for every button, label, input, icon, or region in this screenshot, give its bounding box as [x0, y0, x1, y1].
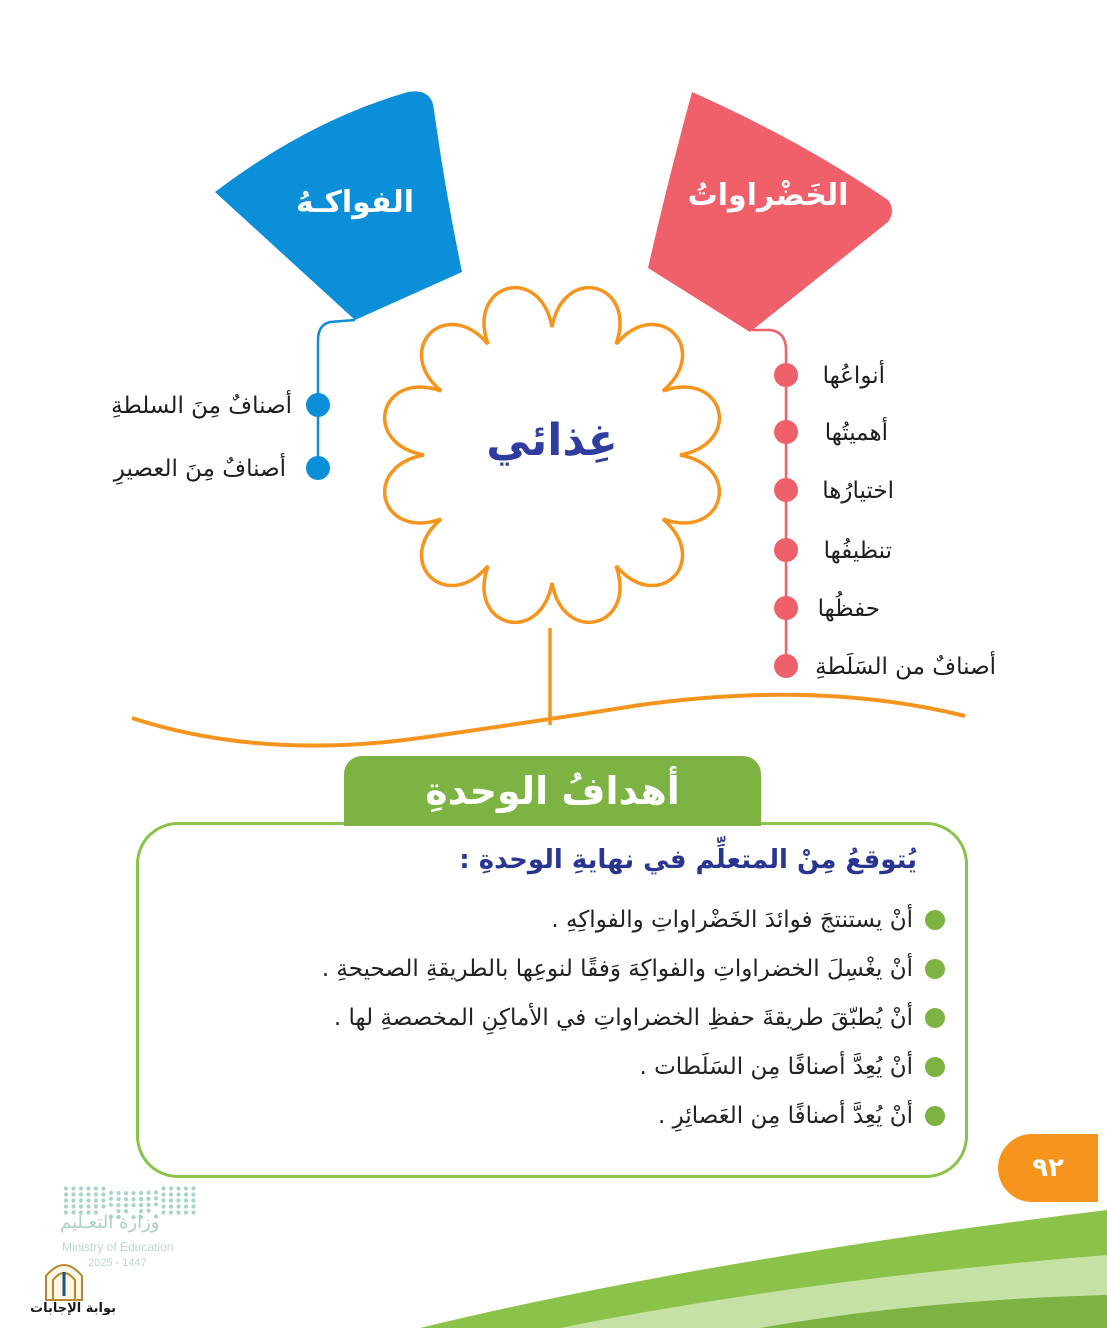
vegetables-bullet-1: [774, 363, 798, 387]
logo-dot: [79, 1192, 83, 1196]
logo-dot: [184, 1186, 188, 1190]
logo-dot: [101, 1192, 105, 1196]
logo-dot: [64, 1186, 68, 1190]
page-number: ٩٢: [998, 1134, 1098, 1202]
logo-dot: [86, 1204, 90, 1208]
vegetables-item-4: تنظيفُها: [823, 538, 892, 564]
logo-dot: [169, 1204, 173, 1208]
logo-dot: [191, 1210, 195, 1214]
logo-dot: [94, 1192, 98, 1196]
bullet-icon: [925, 910, 945, 930]
bullet-icon: [925, 1057, 945, 1077]
logo-dot: [71, 1204, 75, 1208]
vegetables-title: الخَضْراواتُ: [687, 178, 849, 213]
vegetables-bullet-4: [774, 538, 798, 562]
objective-item: أنْ يُعِدَّ أصنافًا مِن العَصائِرِ .: [322, 1091, 945, 1140]
objectives-box: [136, 822, 968, 1178]
vegetables-item-2: أهميتُها: [824, 420, 888, 446]
objective-item: أنْ يُعِدَّ أصنافًا مِن السَلَطات .: [322, 1042, 945, 1091]
vegetables-item-1: أنواعُها: [822, 363, 885, 389]
ministry-name-en: Ministry of Education: [62, 1240, 174, 1254]
ministry-name-ar: وزارة التعـليم: [60, 1212, 160, 1233]
portal-logo-icon: [40, 1258, 88, 1302]
logo-dot: [161, 1210, 165, 1214]
center-title: غِذائي: [486, 415, 618, 466]
logo-dot: [71, 1186, 75, 1190]
fruits-item-1: أصنافٌ مِنَ السلطةِ: [111, 393, 292, 419]
logo-dot: [154, 1202, 158, 1206]
logo-dot: [109, 1203, 113, 1207]
vegetables-bullet-5: [774, 596, 798, 620]
objective-item: أنْ يستنتجَ فوائدَ الخَضْراواتِ والفواكِهِ .: [322, 895, 945, 944]
logo-dot: [79, 1204, 83, 1208]
logo-dot: [64, 1204, 68, 1208]
objective-item: أنْ يُطبّقَ طريقةَ حفظِ الخضراواتِ في الأماكِنِ المخصصةِ لها .: [322, 993, 945, 1042]
vegetables-item-6: أصنافٌ من السَلَطةِ: [815, 654, 996, 680]
logo-dot: [139, 1203, 143, 1207]
logo-dot: [101, 1198, 105, 1202]
logo-dot: [139, 1191, 143, 1195]
logo-dot: [176, 1210, 180, 1214]
logo-dot: [184, 1198, 188, 1202]
fruits-bullet-1: [306, 393, 330, 417]
logo-dot: [191, 1186, 195, 1190]
logo-dot: [71, 1192, 75, 1196]
logo-dot: [124, 1197, 128, 1201]
logo-dot: [169, 1186, 173, 1190]
logo-dot: [139, 1197, 143, 1201]
fruits-title: الفواكـهُ: [295, 185, 415, 220]
vegetables-bullet-3: [774, 478, 798, 502]
logo-dot: [191, 1198, 195, 1202]
logo-dot: [116, 1191, 120, 1195]
objectives-title: أهدافُ الوحدةِ: [344, 756, 761, 826]
fruits-item-2: أصنافٌ مِنَ العصيرِ: [113, 456, 286, 482]
bullet-icon: [925, 959, 945, 979]
logo-dot: [191, 1192, 195, 1196]
logo-dot: [161, 1192, 165, 1196]
logo-dot: [184, 1192, 188, 1196]
logo-dot: [116, 1203, 120, 1207]
logo-dot: [154, 1190, 158, 1194]
objective-item: أنْ يغْسِلَ الخضراواتِ والفواكِهَ وَفقًا لنوعِها بالطريقةِ الصحيحةِ .: [322, 944, 945, 993]
logo-dot: [94, 1198, 98, 1202]
logo-dot: [161, 1204, 165, 1208]
logo-dot: [191, 1204, 195, 1208]
logo-dot: [176, 1186, 180, 1190]
logo-dot: [146, 1191, 150, 1195]
logo-dot: [86, 1198, 90, 1202]
fruits-bullet-2: [306, 456, 330, 480]
logo-dot: [176, 1192, 180, 1196]
logo-dot: [71, 1198, 75, 1202]
vegetables-bullet-6: [774, 654, 798, 678]
logo-dot: [101, 1186, 105, 1190]
bullet-icon: [925, 1106, 945, 1126]
bullet-icon: [925, 1008, 945, 1028]
logo-dot: [131, 1191, 135, 1195]
logo-dot: [131, 1197, 135, 1201]
portal-name: بوابة الإجابات: [30, 1301, 116, 1316]
logo-dot: [64, 1198, 68, 1202]
logo-dot: [169, 1198, 173, 1202]
logo-dot: [86, 1186, 90, 1190]
logo-dot: [94, 1186, 98, 1190]
objectives-list: [322, 895, 945, 1140]
logo-dot: [169, 1210, 173, 1214]
logo-dot: [184, 1210, 188, 1214]
logo-dot: [94, 1204, 98, 1208]
logo-dot: [124, 1203, 128, 1207]
logo-dot: [161, 1186, 165, 1190]
logo-dot: [124, 1191, 128, 1195]
ministry-year: 2025 - 1447: [88, 1257, 147, 1269]
logo-dot: [64, 1192, 68, 1196]
logo-dot: [86, 1192, 90, 1196]
logo-dot: [101, 1204, 105, 1208]
logo-dot: [146, 1203, 150, 1207]
logo-dot: [146, 1197, 150, 1201]
logo-dot: [176, 1204, 180, 1208]
logo-dot: [109, 1197, 113, 1201]
logo-dot: [184, 1204, 188, 1208]
logo-dot: [79, 1186, 83, 1190]
logo-dot: [169, 1192, 173, 1196]
logo-dot: [116, 1197, 120, 1201]
objectives-intro: يُتوقعُ مِنْ المتعلِّم في نهايةِ الوحدةِ :: [459, 845, 917, 875]
vegetables-item-3: اختيارُها: [822, 478, 894, 504]
logo-dot: [176, 1198, 180, 1202]
vegetables-item-5: حفظُها: [817, 596, 880, 622]
logo-dot: [154, 1196, 158, 1200]
logo-dot: [79, 1198, 83, 1202]
logo-dot: [161, 1198, 165, 1202]
logo-dot: [109, 1191, 113, 1195]
logo-dot: [131, 1203, 135, 1207]
vegetables-bullet-2: [774, 420, 798, 444]
